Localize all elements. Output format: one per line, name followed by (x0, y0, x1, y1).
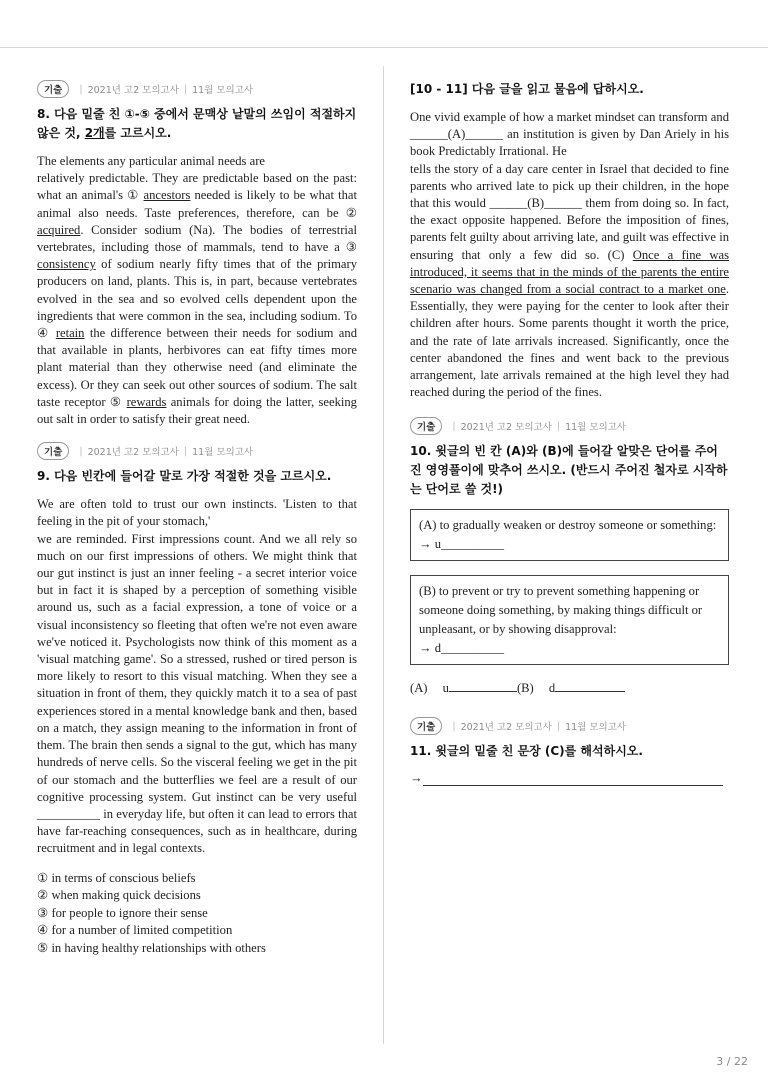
choice-1[interactable]: ① in terms of conscious beliefs (37, 870, 196, 885)
source-month: 11월 모의고사 (565, 722, 627, 734)
choice-4[interactable]: ④ for a number of limited competition (37, 923, 233, 938)
column-divider (383, 66, 384, 1044)
underline-4: retain (55, 326, 85, 341)
choice-3[interactable]: ③ for people to ignore their sense (37, 905, 208, 920)
underline-3: consistency (37, 257, 96, 272)
source-year: 2021년 고2 모의고사 (87, 85, 179, 96)
q8-passage-body: relatively predictable. They are predictable based on the past: what an animal's ① ancestors needed is likely to be what that animal also needs. Taste preferences, therefore, can be ② acquired. Consider sodium (Na). The bodies of terrestrial vertebrates, including those of mammals, tend to have a ③ consistency of sodium nearly fifty times that of the primary producers on land, plants. This is, in part, because vertebrates evolved in the sea and so evolved cells dependent upon the ingredients that were common in the sea, including sodium. To ④ retain the difference between their needs for sodium and that available in plants, herbivores can eat fifty times more plant material than they otherwise need (and eliminate the excess). Or they can seek out other sources of sodium. The salt taste receptor ⑤ rewards animals for doing the latter, seeking out salt in order to satisfy their great need. (37, 171, 357, 427)
passage-line1: One vivid example of how a market mindset can transform and ______(A)______ an institution is given by Dan Ariely in his book Predictably Irrational. He (410, 110, 729, 159)
source-badge: 기출 (37, 442, 69, 460)
passage-10-11-header: [10 - 11] 다음 글을 읽고 물음에 답하시오. (410, 82, 644, 96)
hint-a: → u__________ (419, 537, 505, 552)
source-year: 2021년 고2 모의고사 (460, 422, 552, 434)
source-badge: 기출 (410, 717, 442, 735)
definition-box-a (410, 509, 729, 561)
underlined-sentence-c: Once a fine was introduced, it seems that in the minds of the parents the entire scenario was changed from a social contract to a market one (410, 247, 729, 297)
q11-answer-row (410, 771, 729, 786)
q11-title: 11. 윗글의 밑줄 친 문장 (C)를 해석하시오. (410, 744, 643, 759)
q8-passage-line1: The elements any particular animal needs are (37, 154, 265, 168)
hint-b: → d__________ (419, 641, 505, 656)
q9-passage (37, 496, 357, 857)
passage-body: tells the story of a day care center in Israel that decided to fine parents who arrived late to pick up their children, in the hope that this would ______(B)______ them from doing so. In fact, the exact opposite happened. Before the imposition of fines, parents felt guilty about arriving late, and guilt was effective in ensuring that only a few did so. (C) Once a fine was introduced, it seems that in the minds of the parents the entire scenario was changed from a social contract to a market one. Essentially, they were paying for the center to look after their children after hours. Some parents thought it worth the price, and the rate of late arrivals increased. Significantly, once the center abandoned the fines and went back to the previous arrangement, late arrivals remained at the high level they had reached during the period of the fines. (410, 161, 729, 400)
page-number: 3 / 22 (716, 1055, 748, 1068)
q10-title: 10. 윗글의 빈 칸 (A)와 (B)에 들어갈 알맞은 단어를 주어진 영영풀이에 맞추어 쓰시오. (반드시 주어진 철자로 시작하는 단어로 쓸 것!) (410, 444, 728, 497)
choice-5[interactable]: ⑤ in having healthy relationships with others (37, 940, 266, 955)
q9-title: 9. 다음 빈칸에 들어갈 말로 가장 적절한 것을 고르시오. (37, 469, 332, 484)
q8-passage (37, 153, 357, 428)
underline-2: acquired (37, 222, 81, 237)
q10-source-tag: 기출 | 2021년 고2 모의고사 | 11월 모의고사 (410, 417, 729, 435)
source-month: 11월 모의고사 (565, 422, 627, 434)
definition-box-b (410, 575, 729, 665)
right-column (410, 80, 729, 786)
q8-title: 8. 다음 밑줄 친 ①-⑤ 중에서 문맥상 낱말의 쓰임이 적절하지 않은 것, 2개를 고르시오. (37, 107, 357, 140)
answer-a-field[interactable] (449, 679, 517, 692)
answer-b-field[interactable] (555, 679, 625, 692)
definition-b: (B) to prevent or try to prevent something happening or someone doing something, by making things difficult or unpleasant, or by showing disapproval: (419, 584, 703, 637)
source-badge: 기출 (37, 80, 69, 98)
header-divider (0, 47, 768, 48)
q11-source-tag: 기출 | 2021년 고2 모의고사 | 11월 모의고사 (410, 717, 729, 735)
choice-2[interactable]: ② when making quick decisions (37, 888, 201, 903)
q9-source-tag: 기출 | 2021년 고2 모의고사 | 11월 모의고사 (37, 442, 357, 460)
source-year: 2021년 고2 모의고사 (87, 447, 179, 459)
q9-passage-line1: We are often told to trust our own instincts. 'Listen to that feeling in the pit of your stomach,' (37, 497, 357, 529)
underline-1: ancestors (143, 188, 191, 203)
q10-answer-row: (A) u (B) d (410, 679, 729, 697)
q9-choices (37, 870, 357, 958)
passage-10-11 (410, 109, 729, 401)
answer-c-field[interactable] (423, 773, 723, 786)
arrow-icon: → (410, 771, 423, 786)
source-month: 11월 모의고사 (192, 447, 254, 459)
source-month: 11월 모의고사 (192, 85, 254, 96)
q9-passage-body: we are reminded. First impressions count. And we all rely so much on our first impressions of others. We might think that our gut instinct is just an inner feeling - a secret interior voice but in fact it is shaped by a perception of something visible around us, such as a facial expression, a tone of voice or a visual inconsistency so fleeting that often we're not even aware we've noticed it. Psychologists now think of this moment as a 'visual matching game'. So a stressed, rushed or tired person is more likely to resort to this visual matching. When they see a situation in front of them, they quickly match it to a sea of past experiences stored in a mental knowledge bank and then, based on a match, they assign meaning to the information in front of them. The brain then sends a signal to the gut, which has many hundreds of nerve cells. So the visceral feeling we get in the pit of our stomach and the butterflies we feel are a result of our cognitive processing system. Gut instinct can be very useful __________ in everyday life, but often it can lead to errors that have far-reaching consequences, such as in healthcare, during recruitment and in legal contexts. (37, 531, 357, 856)
definition-a: (A) to gradually weaken or destroy someone or something: (419, 518, 717, 533)
underline-5: rewards (126, 394, 167, 409)
q8-source-tag: 기출 | 2021년 고2 모의고사 | 11월 모의고사 (37, 80, 357, 98)
source-badge: 기출 (410, 417, 442, 435)
source-year: 2021년 고2 모의고사 (460, 722, 552, 734)
left-column (37, 80, 357, 957)
